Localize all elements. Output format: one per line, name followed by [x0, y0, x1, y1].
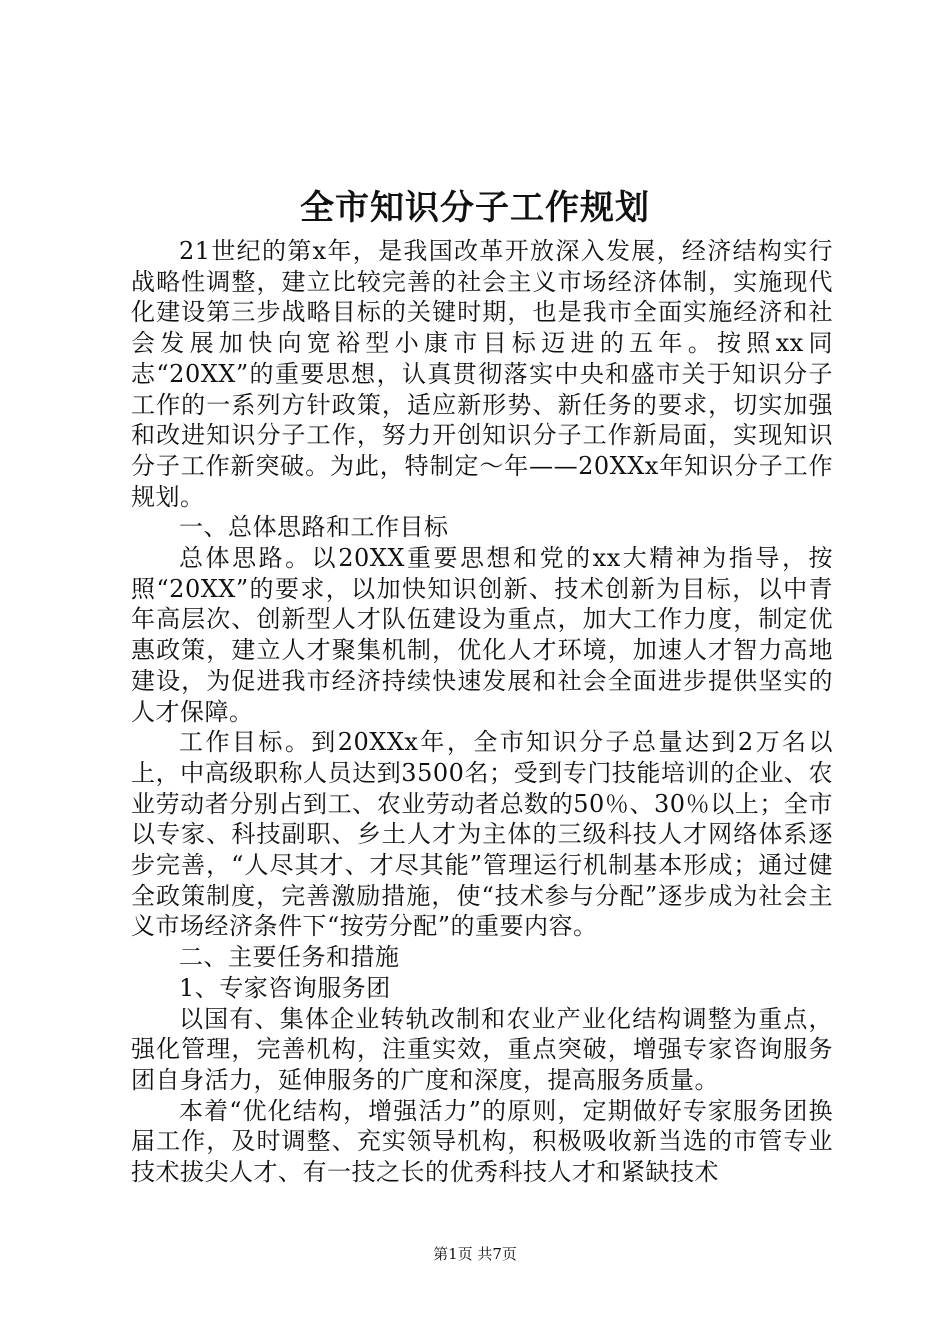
- work-goals-paragraph: 工作目标。到20XXx年，全市知识分子总量达到2万名以上，中高级职称人员达到3500名；受到专门技能培训的企业、农业劳动者分别占到工、农业劳动者总数的50％、30％以上；全市以专家、科技副职、乡土人才为主体的三级科技人才网络体系逐步完善，“人尽其才、才尽其能”管理运行机制基本形成；通过健全政策制度，完善激励措施，使“技术参与分配”逐步成为社会主义市场经济条件下“按劳分配”的重要内容。: [131, 728, 833, 941]
- overall-approach-paragraph: 总体思路。以20XX重要思想和党的xx大精神为指导，按照“20XX”的要求，以加快知识创新、技术创新为目标，以中青年高层次、创新型人才队伍建设为重点，加大工作力度，制定优惠政策，建立人才聚集机制，优化人才环境，加速人才智力高地建设，为促进我市经济持续快速发展和社会全面进步提供坚实的人才保障。: [131, 544, 833, 726]
- intro-paragraph: 21世纪的第x年，是我国改革开放深入发展，经济结构实行战略性调整，建立比较完善的社会主义市场经济体制，实施现代化建设第三步战略目标的关键时期，也是我市全面实施经济和社会发展加快向宽裕型小康市目标迈进的五年。按照xx同志“20XX”的重要思想，认真贯彻落实中央和盛市关于知识分子工作的一系列方针政策，适应新形势、新任务的要求，切实加强和改进知识分子工作，努力开创知识分子工作新局面，实现知识分子工作新突破。为此，特制定～年——20XXx年知识分子工作规划。: [131, 237, 833, 511]
- restructuring-paragraph: 本着“优化结构，增强活力”的原则，定期做好专家服务团换届工作，及时调整、充实领导机构，积极吸收新当选的市管专业技术拔尖人才、有一技之长的优秀科技人才和紧缺技术: [131, 1096, 833, 1187]
- document-body: [131, 236, 833, 1188]
- page-footer: 第1页 共7页: [433, 1245, 517, 1263]
- section-heading-1: 一、总体思路和工作目标: [179, 513, 449, 542]
- expert-service-paragraph: 以国有、集体企业转轨改制和农业产业化结构调整为重点，强化管理，完善机构，注重实效，重点突破，增强专家咨询服务团自身活力，延伸服务的广度和深度，提高服务质量。: [131, 1004, 833, 1094]
- subsection-heading-1: 1、专家咨询服务团: [179, 973, 391, 1002]
- document-title: 全市知识分子工作规划: [300, 188, 650, 228]
- section-heading-2: 二、主要任务和措施: [179, 943, 400, 972]
